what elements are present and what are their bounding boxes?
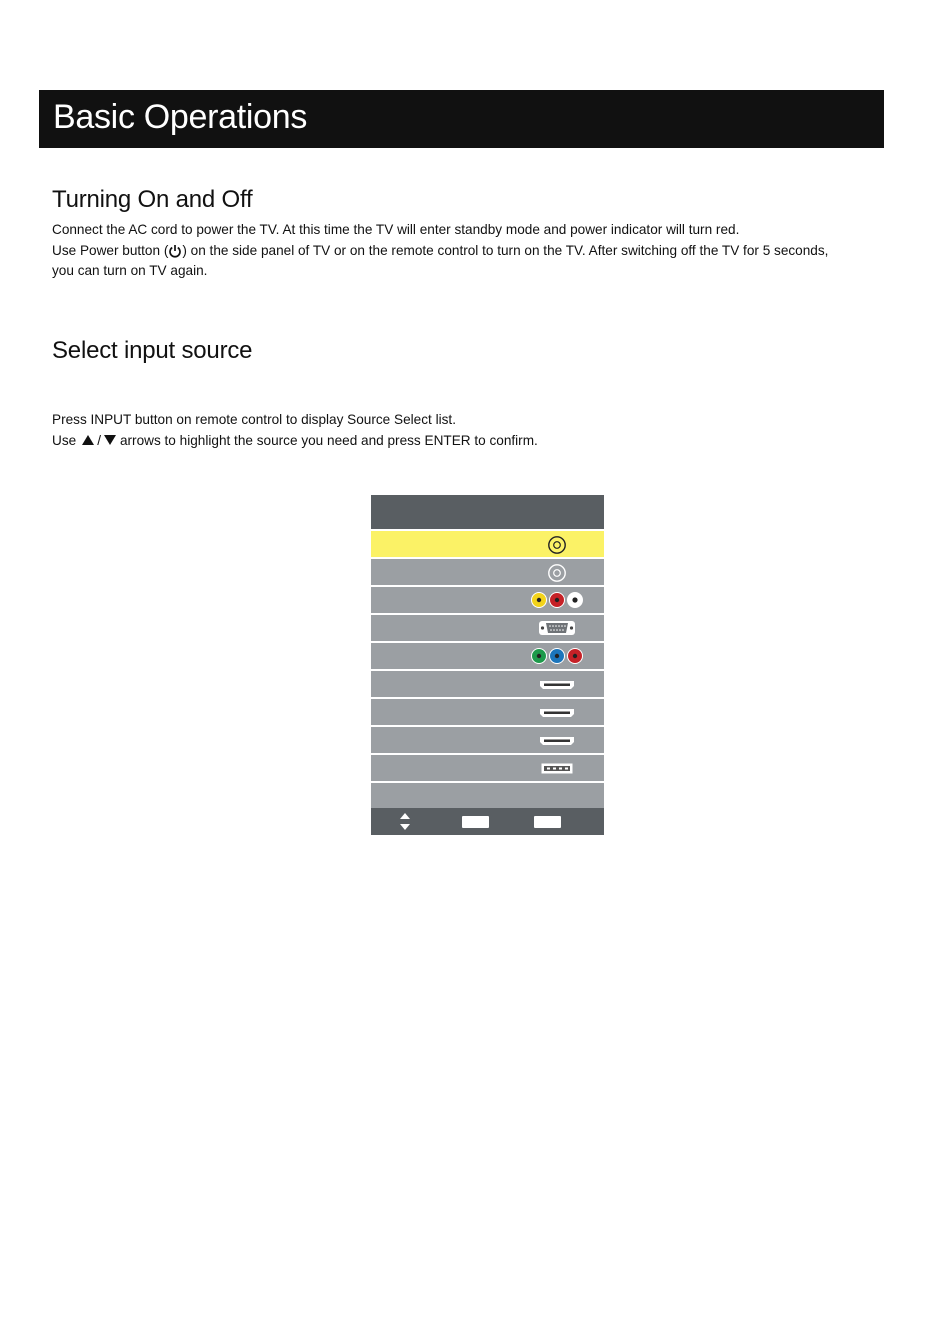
input-line-2-sep: / (97, 432, 101, 448)
power-line-3: you can turn on TV again. (52, 263, 208, 278)
key-icon (462, 816, 489, 828)
page-banner (39, 90, 884, 148)
menu-row-1[interactable] (371, 531, 604, 557)
component-ypbpr-icon (530, 647, 584, 665)
input-line-2-start: Use (52, 432, 77, 448)
heading-turning-on-off: Turning On and Off (52, 186, 253, 213)
menu-row-5[interactable] (371, 643, 604, 669)
menu-row-4[interactable] (371, 615, 604, 641)
hdmi-port-icon (539, 708, 575, 718)
input-line-1: Press INPUT button on remote control to display Source Select list. (52, 412, 456, 427)
menu-row-7[interactable] (371, 699, 604, 725)
coax-antenna-icon (547, 535, 567, 555)
input-line-2 (52, 431, 538, 452)
menu-row-3[interactable] (371, 587, 604, 613)
menu-footer (371, 808, 604, 835)
menu-row-6[interactable] (371, 671, 604, 697)
power-paragraph (52, 220, 828, 282)
power-line-1: Connect the AC cord to power the TV. At this time the TV will enter standby mode and power indicator will turn red. (52, 222, 740, 237)
power-line-2 (52, 241, 828, 262)
menu-row-10[interactable] (371, 783, 604, 809)
power-line-2-end: ) on the side panel of TV or on the remote control to turn on the TV. After switching off the TV for 5 seconds, (182, 242, 829, 258)
input-line-2-end: arrows to highlight the source you need and press ENTER to confirm. (119, 432, 538, 448)
up-down-arrows-icon (399, 812, 411, 831)
vga-port-icon (538, 620, 576, 636)
arrow-up-icon (82, 435, 94, 445)
menu-row-9[interactable] (371, 755, 604, 781)
heading-select-input: Select input source (52, 337, 253, 364)
menu-row-8[interactable] (371, 727, 604, 753)
power-line-2-start: Use Power button ( (52, 242, 169, 258)
menu-header (371, 495, 604, 529)
key-icon (534, 816, 561, 828)
page-title: Basic Operations (53, 98, 308, 136)
power-icon (168, 244, 182, 258)
hdmi-port-icon (539, 680, 575, 690)
coax-antenna-icon (547, 563, 567, 583)
composite-av-icon (530, 591, 584, 609)
menu-row-2[interactable] (371, 559, 604, 585)
arrow-down-icon (104, 435, 116, 445)
hdmi-port-icon (539, 736, 575, 746)
input-paragraph (52, 410, 538, 451)
usb-port-icon (541, 763, 573, 774)
